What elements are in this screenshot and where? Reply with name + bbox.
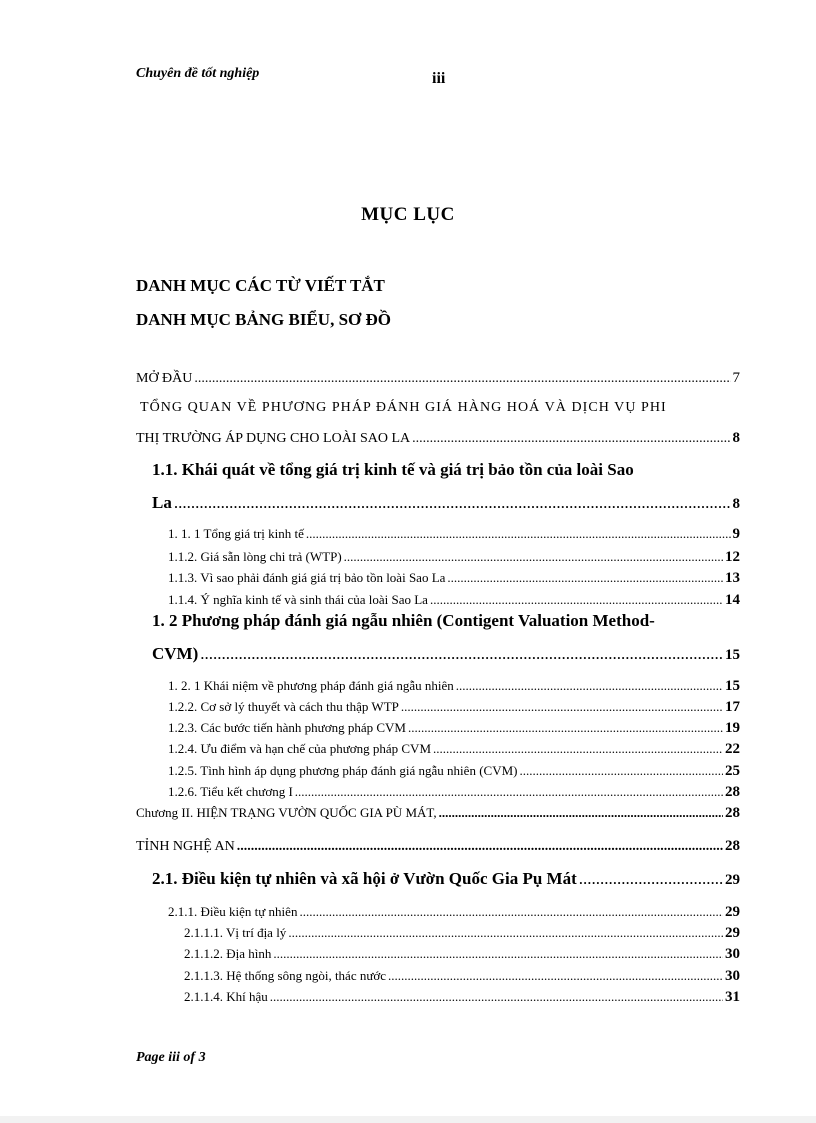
page-bottom-edge (0, 1116, 816, 1123)
toc-entry-label: 1.1.3. Vì sao phải đánh giá giá trị bảo tồn loài Sao La (168, 570, 446, 585)
toc-entry-page: 7 (732, 370, 740, 386)
toc-entry-2-1-1-2[interactable] (184, 946, 740, 963)
toc-leader-dots (237, 839, 723, 855)
toc-entry-page: 8 (732, 430, 740, 446)
toc-entry-label: 2.1.1.3. Hệ thống sông ngòi, thác nước (184, 968, 387, 983)
toc-entry-page: 14 (725, 592, 740, 608)
toc-entry-1-2-4[interactable] (168, 741, 740, 758)
toc-entry-page: 25 (725, 763, 740, 779)
toc-entry-page: 19 (725, 720, 740, 736)
toc-title: MỤC LỤC (361, 204, 455, 225)
toc-entry-label: 1. 2. 1 Khái niệm về phương pháp đánh giá ngẫu nhiên (168, 678, 454, 693)
toc-entry-label: La (152, 493, 172, 512)
toc-entry-tinh-nghe-an[interactable] (136, 838, 740, 855)
toc-leader-dots (430, 592, 723, 608)
toc-entry-page: 30 (725, 946, 740, 962)
toc-entry-page: 28 (725, 805, 740, 821)
toc-leader-dots (456, 678, 723, 694)
toc-entry-page: 30 (725, 968, 740, 984)
toc-entry-label: 2.1.1.4. Khí hậu (184, 989, 268, 1004)
toc-entry-page: 12 (725, 549, 740, 565)
toc-entry-page: 13 (725, 570, 740, 586)
header-page-number: iii (432, 70, 446, 87)
toc-leader-dots (408, 720, 723, 736)
toc-entry-1-1-line1[interactable]: 1.1. Khái quát về tổng giá trị kinh tế và giá trị bảo tồn của loài Sao (152, 460, 634, 479)
toc-entry-1-1-4[interactable] (168, 592, 740, 609)
toc-entry-label: Chương II. HIỆN TRẠNG VƯỜN QUỐC GIA PÙ MÁT, (136, 805, 437, 820)
toc-entry-1-2-line1[interactable]: 1. 2 Phương pháp đánh giá ngẫu nhiên (Contigent Valuation Method- (152, 611, 655, 630)
toc-entry-page: 22 (725, 741, 740, 757)
toc-leader-dots (270, 989, 723, 1005)
toc-leader-dots (433, 741, 723, 757)
toc-entry-1-2-3[interactable] (168, 720, 740, 737)
toc-entry-label: 1.2.6. Tiểu kết chương I (168, 784, 293, 799)
toc-entry-page: 29 (725, 904, 740, 920)
toc-entry-label: 1.2.5. Tình hình áp dụng phương pháp đánh giá ngẫu nhiên (CVM) (168, 763, 518, 778)
toc-entry-label: 2.1. Điều kiện tự nhiên và xã hội ở Vườn Quốc Gia Pụ Mát (152, 869, 577, 888)
toc-entry-page: 17 (725, 699, 740, 715)
toc-leader-dots (194, 371, 730, 387)
toc-entry-1-2[interactable] (152, 644, 740, 664)
toc-leader-dots (306, 526, 731, 542)
toc-leader-dots (579, 869, 723, 889)
toc-entry-1-1[interactable] (152, 493, 740, 513)
toc-entry-label: 1.2.3. Các bước tiến hành phương pháp CVM (168, 720, 406, 735)
toc-leader-dots (388, 968, 723, 984)
toc-entry-1-2-2[interactable] (168, 699, 740, 716)
toc-leader-dots (299, 904, 723, 920)
toc-entry-label: MỞ ĐẦU (136, 371, 193, 386)
toc-entry-page: 9 (732, 526, 740, 542)
toc-entry-page: 8 (732, 496, 740, 512)
toc-entry-label: THỊ TRƯỜNG ÁP DỤNG CHO LOÀI SAO LA (136, 431, 411, 446)
toc-leader-dots (273, 946, 723, 962)
toc-entry-1-2-6[interactable] (168, 784, 740, 801)
toc-entry-label: 2.1.1. Điều kiện tự nhiên (168, 904, 298, 919)
page-footer: Page iii of 3 (136, 1050, 206, 1065)
toc-entry-2-1[interactable] (152, 869, 740, 889)
heading-abbreviations: DANH MỤC CÁC TỪ VIẾT TẮT (136, 276, 385, 295)
toc-entry-page: 15 (725, 678, 740, 694)
toc-entry-2-1-1-4[interactable] (184, 989, 740, 1006)
toc-entry-2-1-1-3[interactable] (184, 968, 740, 985)
toc-entry-1-1-3[interactable] (168, 570, 740, 587)
toc-leader-dots (174, 493, 731, 513)
toc-entry-1-1-2[interactable] (168, 549, 740, 566)
toc-entry-page: 29 (725, 872, 740, 888)
toc-entry-1-2-5[interactable] (168, 763, 740, 780)
toc-entry-page: 28 (725, 838, 740, 854)
toc-leader-dots (200, 644, 723, 664)
toc-leader-dots (295, 784, 723, 800)
toc-entry-page: 29 (725, 925, 740, 941)
toc-entry-label: 1.1.4. Ý nghĩa kinh tế và sinh thái của loài Sao La (168, 592, 428, 607)
toc-entry-label: TỈNH NGHỆ AN (136, 839, 235, 854)
toc-entry-2-1-1[interactable] (168, 904, 740, 921)
toc-leader-dots (447, 570, 723, 586)
toc-leader-dots (439, 805, 723, 821)
toc-leader-dots (344, 549, 723, 565)
toc-entry-label: 2.1.1.1. Vị trí địa lý (184, 925, 287, 940)
toc-entry-tong-quan-line1[interactable]: TỔNG QUAN VỀ PHƯƠNG PHÁP ĐÁNH GIÁ HÀNG HOÁ VÀ DỊCH VỤ PHI (140, 400, 667, 415)
toc-entry-label: 2.1.1.2. Địa hình (184, 946, 272, 961)
toc-entry-2-1-1-1[interactable] (184, 925, 740, 942)
toc-entry-label: 1.1.2. Giá sẵn lòng chi trả (WTP) (168, 549, 342, 564)
toc-entry-label: 1.2.4. Ưu điểm và hạn chế của phương pháp CVM (168, 741, 432, 756)
toc-entry-label: 1.2.2. Cơ sở lý thuyết và cách thu thập WTP (168, 699, 399, 714)
toc-leader-dots (519, 763, 723, 779)
toc-entry-label: 1. 1. 1 Tổng giá trị kinh tế (168, 526, 304, 541)
toc-entry-page: 15 (725, 647, 740, 663)
toc-entry-tong-quan[interactable] (136, 430, 740, 447)
header-title: Chuyên đề tốt nghiệp (136, 66, 260, 81)
toc-entry-page: 28 (725, 784, 740, 800)
toc-entry-1-2-1[interactable] (168, 678, 740, 695)
toc-leader-dots (412, 431, 730, 447)
toc-entry-1-1-1[interactable] (168, 526, 740, 543)
toc-entry-label: CVM) (152, 644, 199, 663)
toc-leader-dots (401, 699, 723, 715)
toc-entry-mo-dau[interactable] (136, 370, 740, 387)
toc-entry-page: 31 (725, 989, 740, 1005)
heading-tables-figures: DANH MỤC BẢNG BIỂU, SƠ ĐỒ (136, 310, 392, 329)
toc-entry-chuong-2[interactable] (136, 805, 740, 822)
toc-leader-dots (288, 925, 723, 941)
